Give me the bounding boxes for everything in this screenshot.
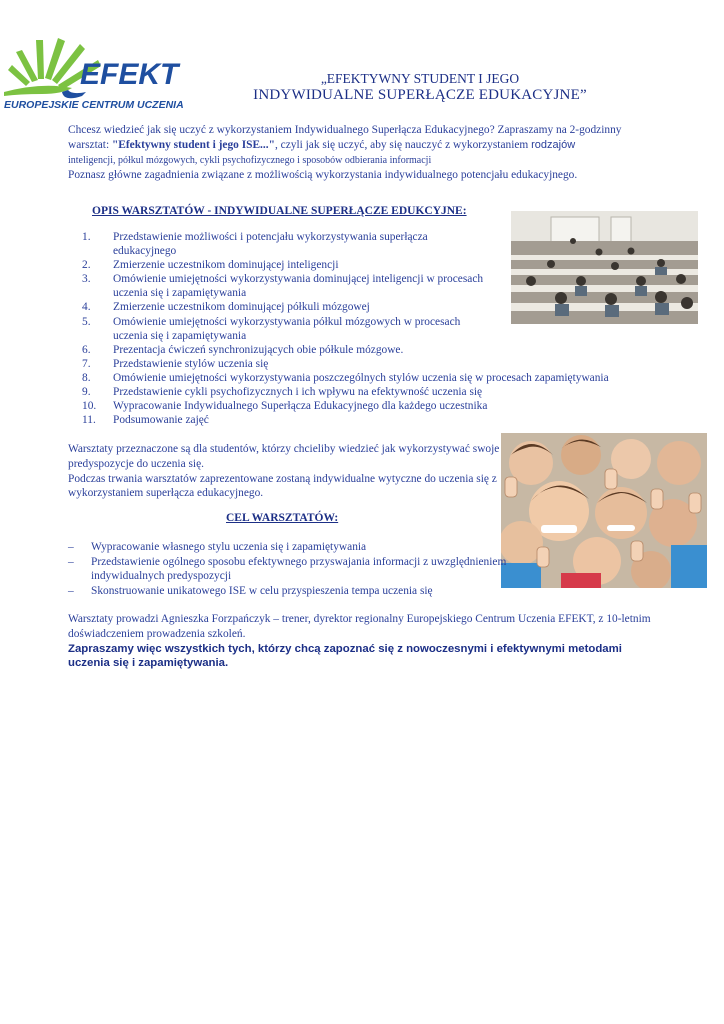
title-line-1: „EFEKTYWNY STUDENT I JEGO: [320, 71, 520, 86]
closing-p1: Warsztaty prowadzi Agnieszka Forzpańczyk – trener, dyrektor regionalny Europejskiego Centrum Uczenia EFEKT, z 10-letnim doświadczeniem prowadzenia szkoleń.: [68, 613, 651, 640]
students-image: [501, 433, 707, 588]
workshop-item-number: 9.: [82, 386, 91, 399]
goal-dash: –: [68, 555, 74, 568]
workshop-item: [82, 357, 662, 371]
intro-p1-small: inteligencji, półkul mózgowych, cykli psychofizycznego i sposobów odbierania informacji: [68, 155, 432, 166]
goal-text: Wypracowanie własnego stylu uczenia się i zapamiętywania: [91, 541, 367, 553]
document-title: [200, 70, 640, 104]
intro-text: [68, 123, 656, 183]
students-thumbs-up-photo: [501, 433, 707, 588]
goals-heading: CEL WARSZTATÓW:: [226, 512, 339, 524]
workshop-item-line: uczenia się i zapamiętywania: [113, 329, 247, 342]
workshop-item-number: 6.: [82, 343, 91, 356]
workshop-item: [82, 413, 662, 427]
workshop-item-text: [113, 399, 662, 413]
workshop-item-line: Zmierzenie uczestnikom dominującej inteligencji: [113, 259, 339, 272]
workshop-item-number: 11.: [82, 414, 96, 427]
logo-subtitle-text: EUROPEJSKIE CENTRUM UCZENIA: [4, 99, 184, 111]
workshop-item-line: Omówienie umiejętności wykorzystywania półkul mózgowych w procesach: [113, 315, 461, 328]
goal-item: [68, 555, 508, 584]
workshop-item-text: [113, 371, 662, 385]
workshop-item-number: 8.: [82, 371, 91, 384]
title-line-2: INDYWIDUALNE SUPERŁĄCZE EDUKACYJNE”: [253, 87, 587, 103]
workshop-item-number: 1.: [82, 231, 91, 243]
goal-text: Przedstawienie ogólnego sposobu efektywnego przyswajania informacji z uwzględnieniem indywidualnych predyspozycji: [91, 555, 507, 583]
workshop-item-line: Zmierzenie uczestnikom dominującej półkuli mózgowej: [113, 301, 370, 314]
workshop-item-text: [113, 343, 662, 357]
workshop-item-number: 10.: [82, 400, 97, 413]
goal-item: [68, 540, 508, 555]
workshop-item-number: 4.: [82, 301, 91, 314]
workshop-item-line: edukacyjnego: [113, 245, 177, 258]
goal-dash: –: [68, 541, 74, 553]
workshop-item-number: 7.: [82, 357, 91, 370]
workshop-item: [82, 371, 662, 385]
target-p2: Podczas trwania warsztatów zaprezentowane zostaną indywidualne wytyczne do uczenia się z wykorzystaniem superłącza edukacyjnego.: [68, 472, 497, 500]
goal-item: [68, 584, 508, 599]
intro-p1-bold: "Efektywny student i jego ISE...": [111, 139, 275, 151]
goal-text: Skonstruowanie unikatowego ISE w celu przyspieszenia tempa uczenia się: [91, 584, 433, 597]
workshop-item-line: Prezentacja ćwiczeń synchronizujących obie półkule mózgowe.: [113, 343, 404, 356]
intro-p1-sans: rodzajów: [531, 139, 576, 151]
logo-brand-text: EFEKT: [80, 58, 179, 91]
workshop-item-line: Przedstawienie stylów uczenia się: [113, 357, 269, 370]
intro-p2: Poznasz główne zagadnienia związane z możliwością wykorzystania indywidualnego potencjału edukacyjnego.: [68, 169, 578, 181]
workshop-item-number: 3.: [82, 273, 91, 286]
workshop-item-line: Omówienie umiejętności wykorzystywania poszczególnych stylów uczenia się w procesach zapamiętywania: [113, 371, 609, 384]
workshop-item: [82, 385, 662, 399]
target-text: [68, 442, 508, 501]
workshop-item-text: [113, 413, 662, 427]
workshop-item-line: Omówienie umiejętności wykorzystywania dominującej inteligencji w procesach: [113, 273, 484, 286]
workshops-heading: OPIS WARSZTATÓW - INDYWIDUALNE SUPERŁĄCZE EDUKCYJNE:: [92, 205, 467, 217]
workshop-item-line: Wypracowanie Indywidualnego Superłącza Edukacyjnego dla każdego uczestnika: [113, 400, 488, 413]
workshop-item: [82, 399, 662, 413]
goals-list: [68, 540, 508, 598]
workshop-item: [82, 343, 662, 357]
workshop-item-text: [113, 385, 662, 399]
workshop-item-line: Przedstawienie możliwości i potencjału wykorzystywania superłącza: [113, 231, 428, 243]
closing-p2: Zapraszamy więc wszystkich tych, którzy chcą zapoznać się z nowoczesnymi i efektywnymi metodami uczenia się i zapamiętywania.: [68, 642, 622, 670]
workshop-item-line: Podsumowanie zajęć: [113, 414, 209, 427]
efekt-logo-graphic: [2, 22, 186, 114]
lecture-hall-photo: [511, 211, 698, 324]
closing-text: [68, 612, 656, 671]
workshop-item-number: 5.: [82, 315, 91, 328]
workshop-item-number: 2.: [82, 259, 91, 272]
lecture-hall-image: [511, 211, 698, 324]
workshop-item-line: Przedstawienie cykli psychofizycznych i ich wpływu na efektywność uczenia się: [113, 386, 483, 399]
workshop-item-text: [113, 357, 662, 371]
intro-p1-part1: Chcesz wiedzieć jak się uczyć z wykorzystaniem Indywidualnego Superłącza Edukacyjnego? Zapraszamy na 2-godzinny warsztat:: [68, 124, 622, 151]
efekt-logo: [2, 22, 186, 114]
workshop-item-line: uczenia się i zapamiętywania: [113, 287, 247, 300]
intro-p1-part2: , czyli jak się uczyć, aby się nauczyć z wykorzystaniem: [274, 139, 532, 151]
goal-dash: –: [68, 584, 74, 597]
target-p1: Warsztaty przeznaczone są dla studentów, którzy chcieliby wiedzieć jak wykorzystywać swoje predyspozycje do uczenia się.: [68, 443, 500, 470]
